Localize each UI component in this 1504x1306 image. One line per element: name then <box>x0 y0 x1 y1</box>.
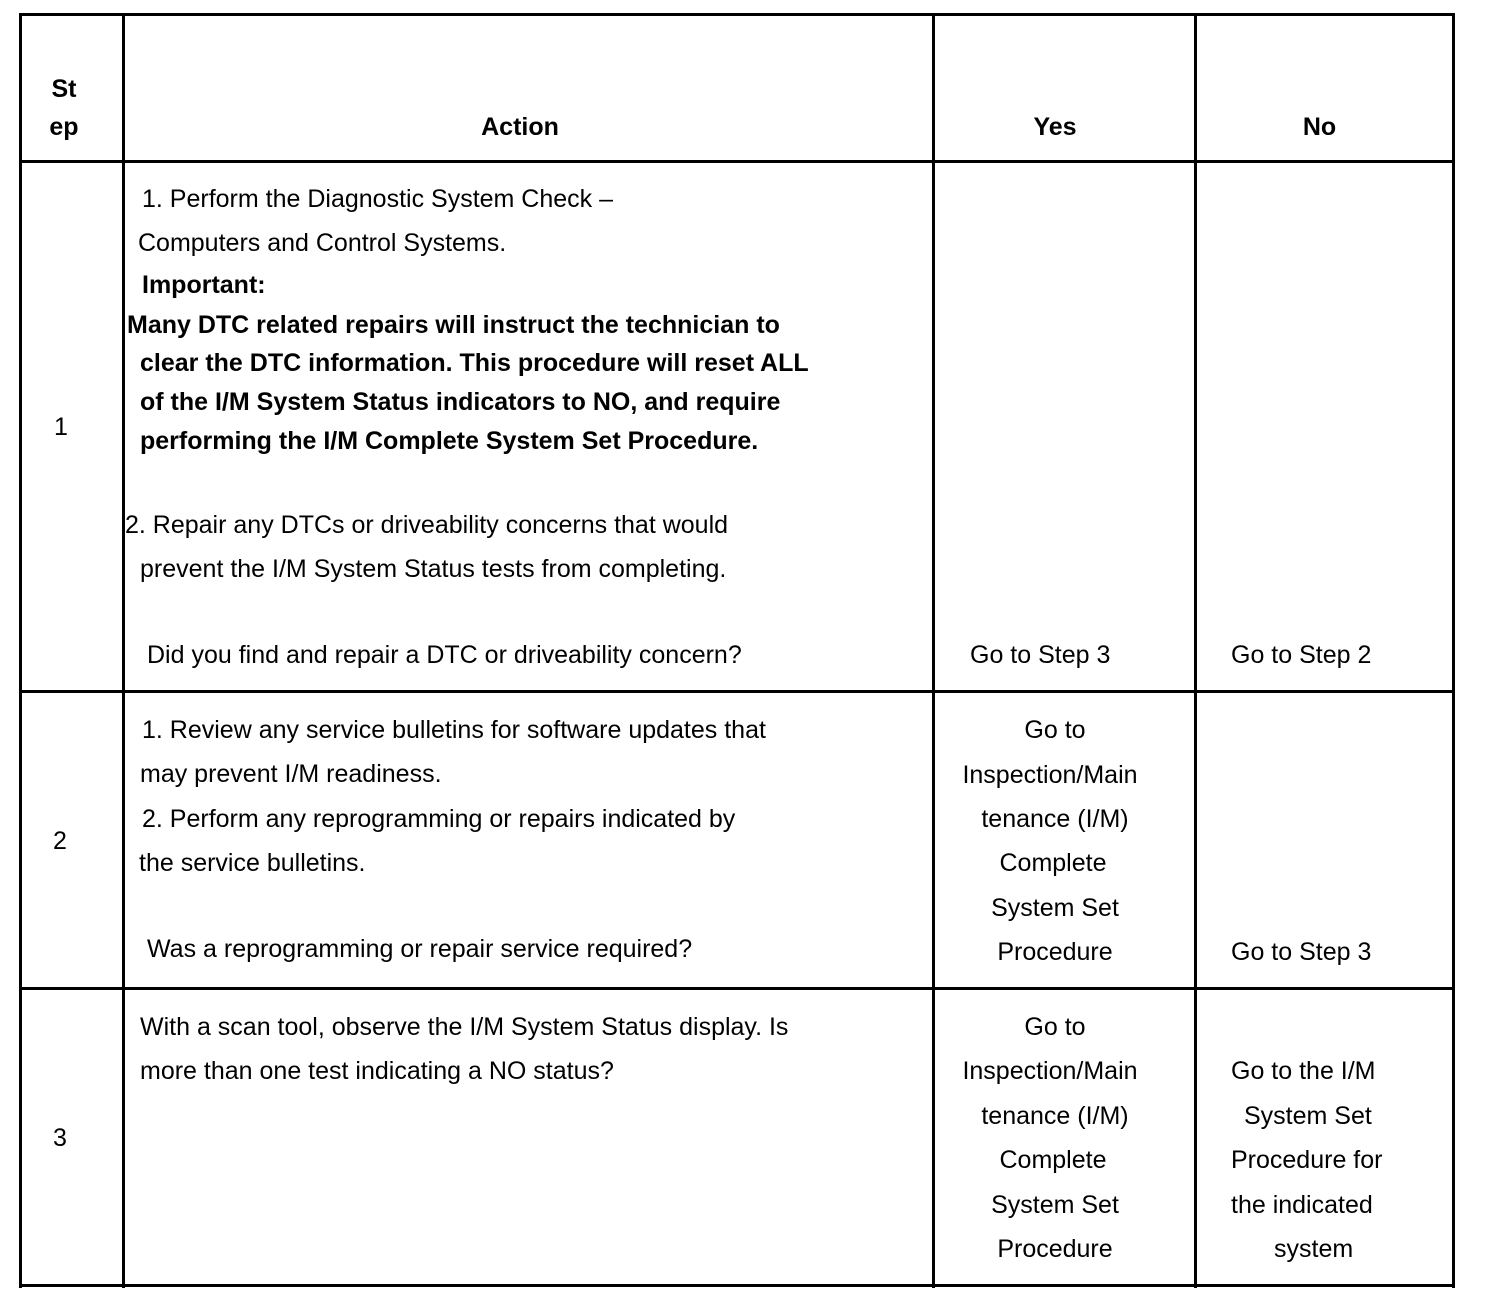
row3-action-line2: more than one test indicating a NO status? <box>140 1057 614 1085</box>
row3-yes-line1: Go to <box>1024 1013 1086 1041</box>
row3-no-line3: Procedure for <box>1231 1146 1383 1174</box>
row-divider-1 <box>19 690 1455 693</box>
row1-action-line2: Computers and Control Systems. <box>138 229 507 257</box>
row2-action-line3: 2. Perform any reprogramming or repairs indicated by <box>142 805 736 833</box>
row3-yes-line2: Inspection/Main <box>962 1057 1138 1085</box>
row-divider-2 <box>19 987 1455 990</box>
row3-no-line2: System Set <box>1244 1102 1372 1130</box>
row3-no-line4: the indicated <box>1231 1191 1373 1219</box>
header-divider <box>19 160 1455 163</box>
step-number-1: 1 <box>54 413 68 441</box>
column-divider-yes <box>1194 14 1197 1288</box>
header-no: No <box>1302 113 1337 141</box>
row1-action-line4: prevent the I/M System Status tests from completing. <box>140 555 727 583</box>
header-action: Action <box>481 113 559 141</box>
row2-yes-line4: Complete <box>999 849 1107 877</box>
row3-no-line5: system <box>1274 1235 1354 1263</box>
row2-action-line4: the service bulletins. <box>139 849 366 877</box>
table-border-bottom <box>19 1284 1455 1287</box>
row2-yes-line5: System Set <box>991 894 1119 922</box>
step-number-2: 2 <box>53 827 67 855</box>
row3-yes-line5: System Set <box>991 1191 1119 1219</box>
row1-action-line1: 1. Perform the Diagnostic System Check – <box>142 185 614 213</box>
row2-yes-line1: Go to <box>1024 716 1086 744</box>
row3-yes-line3: tenance (I/M) <box>981 1102 1129 1130</box>
row2-yes-line2: Inspection/Main <box>962 761 1138 789</box>
row1-important-line2: clear the DTC information. This procedure will reset ALL <box>140 349 809 377</box>
row1-no: Go to Step 2 <box>1231 641 1372 669</box>
row2-no: Go to Step 3 <box>1231 938 1372 966</box>
header-yes: Yes <box>1033 113 1077 141</box>
row2-action-line2: may prevent I/M readiness. <box>140 760 442 788</box>
row1-important-line3: of the I/M System Status indicators to NO, and require <box>140 388 781 416</box>
row3-yes-line6: Procedure <box>997 1235 1113 1263</box>
row1-important-line1: Many DTC related repairs will instruct the technician to <box>127 311 780 339</box>
column-divider-action <box>932 14 935 1288</box>
row1-important-label: Important: <box>142 271 266 299</box>
row1-important-line4: performing the I/M Complete System Set Procedure. <box>140 427 759 455</box>
row3-no-line1: Go to the I/M <box>1231 1057 1376 1085</box>
header-step-line2: ep <box>49 113 79 141</box>
step-number-3: 3 <box>53 1124 67 1152</box>
row1-action-line3: 2. Repair any DTCs or driveability concerns that would <box>125 511 729 539</box>
row3-action-line1: With a scan tool, observe the I/M System Status display. Is <box>140 1013 789 1041</box>
column-divider-step <box>122 14 125 1288</box>
row2-action-line1: 1. Review any service bulletins for software updates that <box>142 716 766 744</box>
table-border-right <box>1452 14 1455 1288</box>
header-step-line1: St <box>51 75 77 103</box>
table-border-left <box>19 14 22 1288</box>
row3-yes-line4: Complete <box>999 1146 1107 1174</box>
table-border-top <box>19 13 1455 16</box>
row2-question: Was a reprogramming or repair service required? <box>147 935 693 963</box>
row1-yes: Go to Step 3 <box>970 641 1111 669</box>
row2-yes-line3: tenance (I/M) <box>981 805 1129 833</box>
row2-yes-line6: Procedure <box>997 938 1113 966</box>
row1-question: Did you find and repair a DTC or driveability concern? <box>147 641 742 669</box>
